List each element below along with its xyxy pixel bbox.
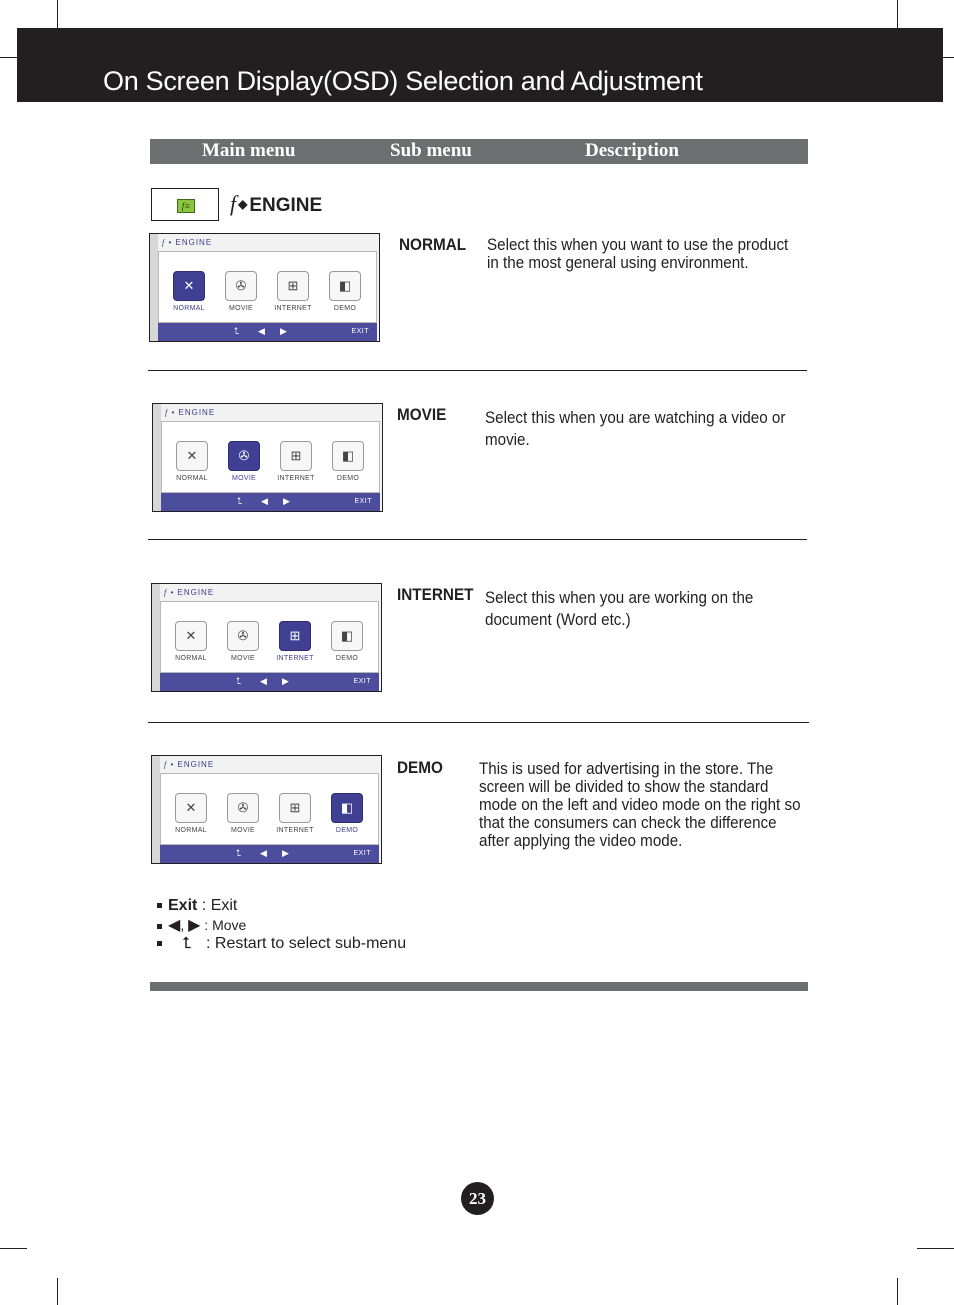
osd-label-movie: MOVIE [230,655,256,662]
osd-frame [153,404,161,511]
desc-line: after applying the video mode. [479,832,683,850]
internet-icon[interactable]: ⊞ [280,441,312,471]
mode-description-normal [487,236,788,272]
legend-exit [157,897,237,915]
mode-description-internet [485,587,753,631]
crop-mark [0,57,17,58]
osd-panel [158,251,377,323]
desc-line: mode on the left and video mode on the right so [479,796,801,814]
demo-icon[interactable]: ◧ [332,441,364,471]
bullet-icon [157,903,162,908]
osd-label-normal: NORMAL [176,475,208,482]
osd-panel [161,421,380,493]
divider [148,370,807,371]
title-bar [17,28,943,102]
exit-button[interactable]: EXIT [354,498,372,505]
desc-line: in the most general using environment. [487,254,749,272]
f-symbol: f [230,191,237,216]
dot-icon: ◆ [238,197,248,211]
osd-screen-normal [149,233,380,342]
column-header [150,139,808,164]
mode-description-movie [485,407,785,451]
main-menu-label [230,191,322,217]
osd-panel [160,773,379,845]
normal-icon[interactable]: ✕ [175,793,207,823]
osd-label-demo: DEMO [335,655,359,662]
exit-text: : Exit [201,897,238,914]
left-arrow-icon[interactable]: ◀ [260,848,267,858]
osd-screen-demo [151,755,382,864]
osd-label-movie: MOVIE [230,827,256,834]
right-arrow-icon[interactable]: ▶ [283,496,290,506]
mode-label-normal: NORMAL [399,235,467,254]
osd-control-bar [161,493,380,511]
left-arrow-icon[interactable]: ◀ [261,496,268,506]
right-arrow-icon[interactable]: ▶ [280,326,287,336]
exit-button[interactable]: EXIT [353,850,371,857]
move-separator: , [180,917,185,933]
osd-label-movie: MOVIE [228,305,254,312]
osd-control-bar [158,323,377,341]
demo-icon[interactable]: ◧ [329,271,361,301]
page-number: 23 [461,1182,494,1215]
desc-line: document (Word etc.) [485,611,631,629]
right-arrow-icon[interactable]: ▶ [282,848,289,858]
header-main-menu: Main menu [202,140,296,161]
desc-line: screen will be divided to show the standard [479,778,769,796]
restart-icon[interactable]: ⮤ [234,326,240,336]
mode-description-demo [479,760,801,850]
restart-icon[interactable]: ⮤ [236,676,242,686]
osd-frame [152,584,160,691]
osd-screen-movie [152,403,383,512]
desc-line: movie. [485,431,530,449]
internet-icon[interactable]: ⊞ [279,793,311,823]
page-title: On Screen Display(OSD) Selection and Adjustment [103,66,703,96]
exit-key: Exit [168,897,198,914]
crop-mark [57,1278,58,1305]
mode-label-internet: INTERNET [397,585,474,604]
restart-icon[interactable]: ⮤ [237,496,243,506]
osd-label-normal: NORMAL [175,655,207,662]
osd-label-internet: INTERNET [276,655,314,662]
osd-control-bar [160,673,379,691]
left-arrow-icon[interactable]: ◀ [260,676,267,686]
exit-button[interactable]: EXIT [351,328,369,335]
divider [148,722,809,723]
bullet-icon [157,924,162,929]
osd-panel [160,601,379,673]
desc-line: that the consumers can check the difference [479,814,777,832]
restart-icon[interactable]: ⮤ [236,848,242,858]
osd-label-internet: INTERNET [274,305,312,312]
mode-label-movie: MOVIE [397,405,447,424]
osd-frame [150,234,158,341]
normal-icon[interactable]: ✕ [175,621,207,651]
internet-icon[interactable]: ⊞ [279,621,311,651]
right-arrow-icon[interactable]: ▶ [282,676,289,686]
crop-mark [57,0,58,28]
osd-label-internet: INTERNET [277,475,315,482]
header-description: Description [585,140,679,161]
normal-icon[interactable]: ✕ [176,441,208,471]
osd-label-normal: NORMAL [175,827,207,834]
osd-label-internet: INTERNET [276,827,314,834]
left-arrow-icon[interactable]: ◀ [258,326,265,336]
desc-line: Select this when you are watching a video or [485,409,786,427]
osd-title: f • ENGINE [162,238,213,247]
header-sub-menu: Sub menu [390,140,472,161]
restart-icon: ⮤ [182,935,192,952]
osd-frame [152,756,160,863]
desc-line: This is used for advertising in the store. The [479,760,774,778]
osd-title: f • ENGINE [164,588,215,597]
crop-mark [897,0,898,28]
f-engine-icon: f≡ [177,199,195,213]
crop-mark [943,57,954,58]
engine-label: ENGINE [249,195,323,216]
osd-label-normal: NORMAL [173,305,205,312]
crop-mark [897,1278,898,1305]
movie-icon[interactable]: ✇ [228,441,260,471]
osd-label-demo: DEMO [333,305,357,312]
demo-icon[interactable]: ◧ [331,793,363,823]
footer-bar [150,982,808,991]
legend-move [157,915,246,935]
normal-icon[interactable]: ✕ [173,271,205,301]
right-arrow-icon: ▶ [188,917,201,934]
osd-control-bar [160,845,379,863]
movie-icon[interactable]: ✇ [225,271,257,301]
osd-label-demo: DEMO [336,475,360,482]
movie-icon[interactable]: ✇ [227,793,259,823]
desc-line: Select this when you want to use the product [487,236,789,254]
divider [148,539,807,540]
osd-label-movie: MOVIE [231,475,257,482]
osd-title: f • ENGINE [165,408,216,417]
desc-line: Select this when you are working on the [485,589,754,607]
movie-icon[interactable]: ✇ [227,621,259,651]
move-text: : Move [204,917,247,933]
mode-label-demo: DEMO [397,758,443,777]
exit-button[interactable]: EXIT [353,678,371,685]
left-arrow-icon: ◀ [168,917,181,934]
restart-text: : Restart to select sub-menu [206,935,407,952]
osd-title: f • ENGINE [164,760,215,769]
bullet-icon [157,941,162,946]
crop-mark [917,1248,954,1249]
osd-label-demo: DEMO [335,827,359,834]
main-menu-icon-box [151,188,219,221]
legend-restart [157,935,406,953]
internet-icon[interactable]: ⊞ [277,271,309,301]
demo-icon[interactable]: ◧ [331,621,363,651]
crop-mark [0,1248,27,1249]
osd-screen-internet [151,583,382,692]
